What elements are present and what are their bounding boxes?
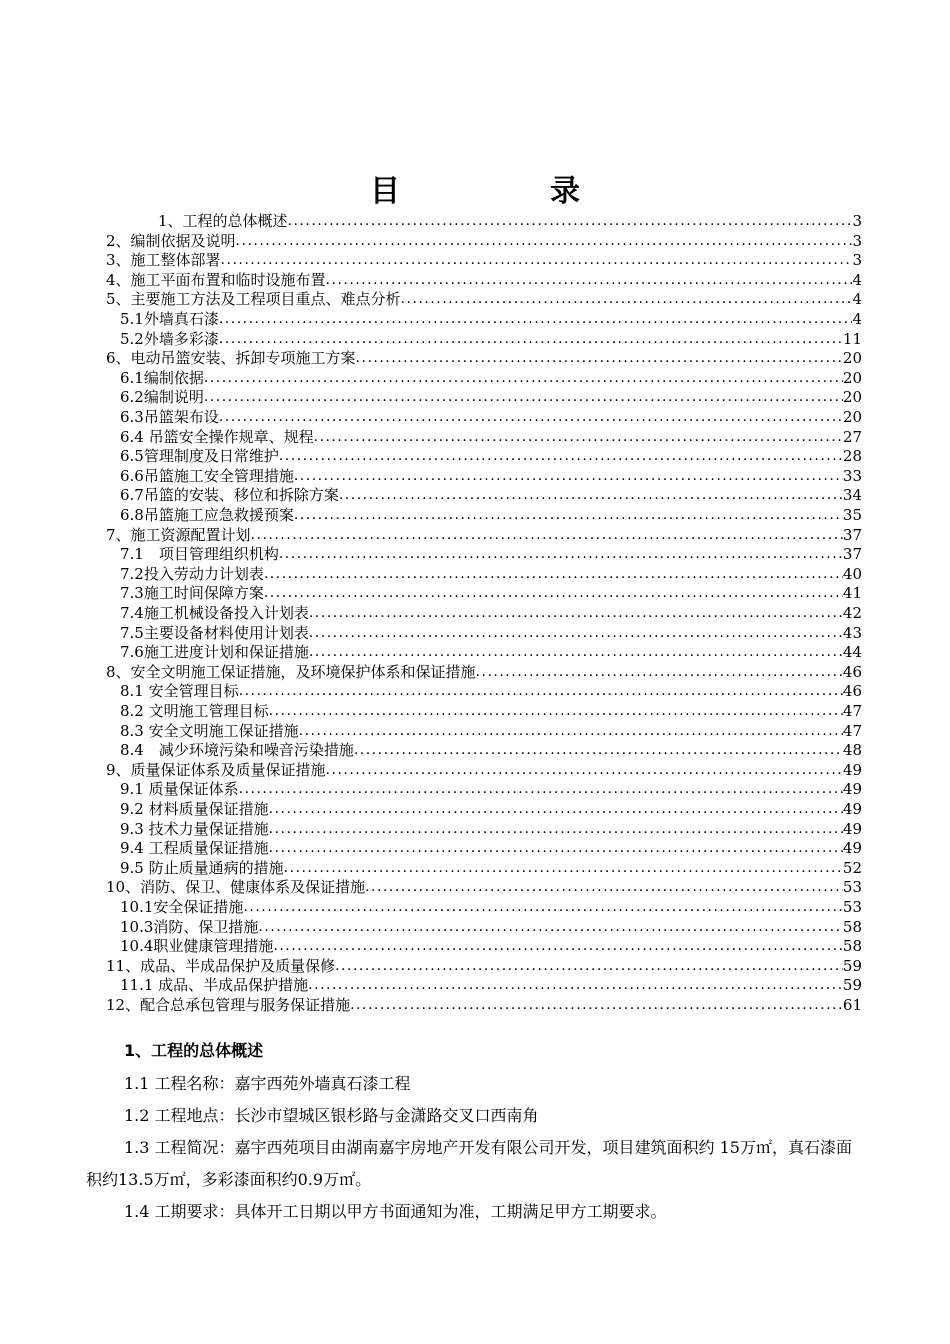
- toc-entry[interactable]: [120, 369, 862, 387]
- toc-entry[interactable]: [120, 859, 862, 877]
- toc-entry-page: 33: [842, 466, 862, 485]
- toc-entry-label: 12、配合总承包管理与服务保证措施: [106, 996, 351, 1014]
- toc-entry-page: 37: [842, 545, 862, 564]
- project-name-paragraph: [86, 1068, 866, 1100]
- toc-entry[interactable]: [120, 506, 862, 524]
- toc-entry[interactable]: [106, 349, 862, 367]
- toc-entry[interactable]: [106, 271, 862, 289]
- toc-entry-page: 37: [842, 525, 862, 544]
- toc-entry-page: 11: [842, 329, 862, 348]
- toc-leader-dots: [269, 702, 843, 720]
- toc-leader-dots: [269, 800, 843, 818]
- toc-entry[interactable]: [120, 624, 862, 642]
- toc-entry-label: 6.4 吊篮安全操作规章、规程: [120, 427, 314, 446]
- toc-entry-label: 9.2 材料质量保证措施: [120, 800, 269, 818]
- toc-entry-label: 11.1 成品、半成品保护措施: [120, 976, 309, 995]
- toc-entry-label: 10、消防、保卫、健康体系及保证措施: [106, 878, 366, 897]
- toc-entry-page: 3: [852, 231, 862, 250]
- toc-entry-label: 9.4 工程质量保证措施: [120, 839, 269, 858]
- toc-entry-page: 35: [842, 506, 862, 524]
- toc-entry-page: 4: [852, 310, 862, 328]
- toc-entry-label: 7.4施工机械设备投入计划表: [120, 604, 309, 622]
- toc-entry[interactable]: [158, 212, 862, 230]
- toc-entry-label: 11、成品、半成品保护及质量保修: [106, 956, 336, 975]
- toc-entry[interactable]: [120, 310, 862, 328]
- toc-entry-label: 9.1 质量保证体系: [120, 780, 239, 799]
- toc-entry[interactable]: [120, 565, 862, 583]
- toc-entry[interactable]: [120, 898, 862, 916]
- toc-entry-page: 3: [852, 251, 862, 270]
- toc-leader-dots: [294, 506, 843, 524]
- toc-entry-label: 6.7吊篮的安装、移位和拆除方案: [120, 486, 339, 505]
- toc-entry[interactable]: [106, 761, 862, 779]
- toc-entry[interactable]: [106, 878, 862, 896]
- toc-entry[interactable]: [120, 722, 862, 740]
- toc-entry-page: 49: [842, 800, 862, 818]
- toc-entry-page: 40: [842, 564, 862, 583]
- toc-title: 目 录: [370, 174, 640, 209]
- toc-entry-label: 5、主要施工方法及工程项目重点、难点分析: [106, 290, 401, 309]
- toc-entry-label: 10.1安全保证措施: [120, 898, 244, 916]
- toc-leader-dots: [365, 878, 843, 896]
- toc-entry-page: 20: [842, 349, 862, 368]
- toc-entry-page: 4: [852, 270, 862, 289]
- toc-leader-dots: [219, 310, 853, 328]
- toc-leader-dots: [326, 271, 853, 289]
- toc-leader-dots: [239, 682, 843, 700]
- toc-leader-dots: [258, 918, 843, 936]
- toc-leader-dots: [294, 467, 843, 485]
- toc-leader-dots: [269, 820, 843, 838]
- toc-entry[interactable]: [120, 976, 862, 994]
- toc-entry[interactable]: [120, 584, 862, 602]
- toc-entry[interactable]: [120, 408, 862, 426]
- toc-entry-label: 6.1编制依据: [120, 368, 204, 387]
- toc-entry-page: 28: [842, 447, 862, 466]
- project-overview-text: 1.3 工程简况：嘉宇西苑项目由湖南嘉宇房地产开发有限公司开发，项目建筑面积约 15万㎡，真石漆面积约13.5万㎡，多彩漆面积约0.9万㎡。: [86, 1138, 852, 1189]
- project-location-paragraph: [86, 1100, 866, 1132]
- toc-entry-page: 53: [842, 898, 862, 916]
- toc-leader-dots: [356, 349, 843, 367]
- toc-entry-label: 4、施工平面布置和临时设施布置: [106, 270, 326, 289]
- toc-entry[interactable]: [120, 486, 862, 504]
- toc-entry[interactable]: [106, 251, 862, 269]
- toc-entry-page: 3: [852, 212, 862, 230]
- toc-entry-page: 52: [842, 858, 862, 877]
- toc-entry-page: 49: [842, 760, 862, 779]
- toc-entry[interactable]: [120, 918, 862, 936]
- toc-entry-page: 48: [842, 741, 862, 760]
- toc-entry-label: 8、安全文明施工保证措施，及环境保护体系和保证措施: [106, 662, 476, 681]
- project-location-text: 1.2 工程地点：长沙市望城区银杉路与金潇路交叉口西南角: [124, 1106, 539, 1125]
- toc-entry[interactable]: [120, 545, 862, 563]
- toc-leader-dots: [354, 741, 843, 759]
- toc-entry[interactable]: [120, 800, 862, 818]
- toc-entry-label: 9.3 技术力量保证措施: [120, 819, 269, 838]
- toc-entry-label: 6.5管理制度及日常维护: [120, 447, 279, 466]
- toc-entry[interactable]: [106, 232, 862, 250]
- toc-entry-page: 43: [842, 623, 862, 642]
- toc-entry-page: 20: [842, 368, 862, 387]
- toc-entry-label: 3、施工整体部署: [106, 251, 221, 270]
- toc-leader-dots: [273, 937, 843, 955]
- toc-leader-dots: [309, 624, 843, 642]
- toc-entry-page: 42: [842, 604, 862, 622]
- toc-entry-page: 44: [842, 643, 862, 662]
- toc-leader-dots: [350, 996, 843, 1014]
- toc-leader-dots: [269, 839, 843, 857]
- toc-entry[interactable]: [120, 330, 862, 348]
- toc-entry-page: 49: [842, 780, 862, 799]
- toc-entry[interactable]: [120, 741, 862, 759]
- toc-leader-dots: [309, 604, 843, 622]
- toc-entry-label: 10.3消防、保卫措施: [120, 917, 259, 936]
- toc-entry[interactable]: [120, 937, 862, 955]
- toc-leader-dots: [219, 408, 843, 426]
- toc-leader-dots: [284, 859, 843, 877]
- toc-entry-label: 6.6吊篮施工安全管理措施: [120, 466, 294, 485]
- toc-leader-dots: [279, 545, 843, 563]
- toc-entry-label: 8.2 文明施工管理目标: [120, 702, 269, 720]
- toc-entry-label: 9、质量保证体系及质量保证措施: [106, 760, 326, 779]
- toc-entry-page: 49: [842, 819, 862, 838]
- toc-entry-label: 5.2外墙多彩漆: [120, 329, 219, 348]
- toc-leader-dots: [309, 643, 843, 661]
- toc-entry-page: 49: [842, 839, 862, 858]
- toc-leader-dots: [326, 761, 843, 779]
- toc-entry-page: 53: [842, 878, 862, 897]
- toc-leader-dots: [279, 447, 843, 465]
- toc-leader-dots: [236, 232, 853, 250]
- toc-entry-label: 6.3吊篮架布设: [120, 408, 219, 426]
- toc-leader-dots: [204, 388, 843, 406]
- project-name-text: 1.1 工程名称：嘉宇西苑外墙真石漆工程: [124, 1074, 411, 1093]
- toc-leader-dots: [219, 330, 843, 348]
- toc-leader-dots: [288, 212, 853, 230]
- toc-entry-page: 41: [842, 584, 862, 603]
- toc-entry-page: 34: [842, 486, 862, 505]
- toc-entry-page: 20: [842, 388, 862, 407]
- toc-entry-label: 6、电动吊篮安装、拆卸专项施工方案: [106, 349, 356, 368]
- toc-leader-dots: [314, 428, 843, 446]
- toc-entry-page: 20: [842, 408, 862, 426]
- toc-entry[interactable]: [106, 290, 862, 308]
- toc-entry-label: 7.1 项目管理组织机构: [120, 545, 279, 564]
- toc-entry[interactable]: [120, 447, 862, 465]
- toc-entry-label: 7.5主要设备材料使用计划表: [120, 623, 309, 642]
- toc-leader-dots: [308, 976, 843, 994]
- toc-entry-label: 2、编制依据及说明: [106, 231, 236, 250]
- toc-leader-dots: [476, 663, 843, 681]
- toc-leader-dots: [299, 722, 843, 740]
- toc-entry[interactable]: [120, 467, 862, 485]
- toc-entry-label: 1、工程的总体概述: [158, 212, 288, 230]
- toc-entry[interactable]: [120, 643, 862, 661]
- toc-entry-label: 7.3施工时间保障方案: [120, 584, 264, 603]
- project-overview-paragraph: [86, 1132, 866, 1196]
- toc-entry-page: 59: [842, 976, 862, 995]
- toc-leader-dots: [221, 251, 853, 269]
- toc-leader-dots: [335, 957, 843, 975]
- toc-entry-page: 61: [842, 996, 862, 1014]
- toc-entry-page: 27: [842, 427, 862, 446]
- toc-leader-dots: [239, 780, 843, 798]
- toc-entry[interactable]: [106, 663, 862, 681]
- toc-leader-dots: [401, 290, 853, 308]
- toc-entry-label: 10.4职业健康管理措施: [120, 937, 274, 956]
- toc-entry-label: 7、施工资源配置计划: [106, 525, 251, 544]
- toc-entry-page: 47: [842, 721, 862, 740]
- toc-entry[interactable]: [120, 702, 862, 720]
- toc-entry-label: 5.1外墙真石漆: [120, 310, 219, 328]
- toc-leader-dots: [243, 898, 843, 916]
- toc-leader-dots: [251, 526, 843, 544]
- toc-entry[interactable]: [106, 526, 862, 544]
- toc-entry[interactable]: [106, 996, 862, 1014]
- toc-entry[interactable]: [120, 820, 862, 838]
- toc-entry-page: 59: [842, 956, 862, 975]
- toc-entry[interactable]: [120, 682, 862, 700]
- toc-entry-label: 9.5 防止质量通病的措施: [120, 858, 284, 877]
- toc-leader-dots: [264, 565, 843, 583]
- toc-entry-page: 58: [842, 917, 862, 936]
- toc-entry[interactable]: [106, 957, 862, 975]
- toc-entry-label: 8.1 安全管理目标: [120, 682, 239, 701]
- toc-entry-label: 7.2投入劳动力计划表: [120, 564, 264, 583]
- toc-entry-label: 7.6施工进度计划和保证措施: [120, 643, 309, 662]
- section-heading: 1、工程的总体概述: [124, 1041, 264, 1060]
- toc-entry[interactable]: [120, 604, 862, 622]
- schedule-text: 1.4 工期要求：具体开工日期以甲方书面通知为准，工期满足甲方工期要求。: [124, 1202, 667, 1221]
- toc-leader-dots: [339, 486, 843, 504]
- toc-entry-page: 46: [842, 662, 862, 681]
- toc-entry-label: 8.3 安全文明施工保证措施: [120, 721, 299, 740]
- toc-entry-label: 6.8吊篮施工应急救援预案: [120, 506, 294, 524]
- toc-entry-page: 46: [842, 682, 862, 701]
- toc-entry[interactable]: [120, 839, 862, 857]
- toc-leader-dots: [264, 584, 843, 602]
- toc-entry-page: 4: [852, 290, 862, 309]
- toc-entry-page: 58: [842, 937, 862, 956]
- toc-entry-label: 6.2编制说明: [120, 388, 204, 407]
- toc-entry-label: 8.4 减少环境污染和噪音污染措施: [120, 741, 354, 760]
- toc-entry[interactable]: [120, 428, 862, 446]
- toc-entry[interactable]: [120, 388, 862, 406]
- toc-entry[interactable]: [120, 780, 862, 798]
- schedule-paragraph: [86, 1196, 866, 1228]
- toc-entry-page: 47: [842, 702, 862, 720]
- toc-leader-dots: [204, 369, 843, 387]
